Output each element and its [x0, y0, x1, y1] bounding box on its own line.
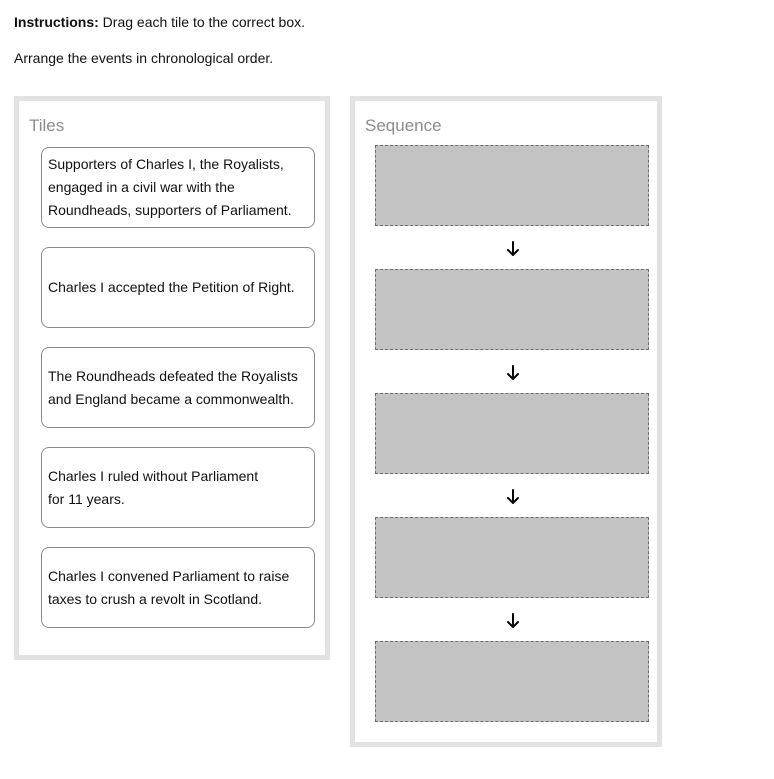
tile-commonwealth[interactable] [41, 347, 315, 428]
tile-label: Charles I convened Parliament to raise taxes to crush a revolt in Scotland. [48, 567, 290, 607]
sequence-slot-3[interactable] [375, 393, 649, 474]
sequence-slot-2[interactable] [375, 269, 649, 350]
instructions [14, 13, 305, 31]
sequence-slot-1[interactable] [375, 145, 649, 226]
instructions-lead: Instructions: [14, 14, 99, 30]
tile-ruled-without-parliament[interactable] [41, 447, 315, 528]
arrow-down-icon [506, 365, 520, 381]
tile-label: Supporters of Charles I, the Royalists, engaged in a civil war with the Roundheads, supporters of Parliament. [48, 156, 292, 218]
sequence-slot-5[interactable] [375, 641, 649, 722]
tile-convened-parliament[interactable] [41, 547, 315, 628]
sequence-panel-title: Sequence [365, 116, 442, 135]
tile-royalists-civil-war[interactable] [41, 147, 315, 228]
sequence-panel [350, 96, 662, 747]
instructions-text: Drag each tile to the correct box. [98, 14, 305, 30]
arrow-down-icon [506, 613, 520, 629]
arrow-down-icon [506, 489, 520, 505]
arrow-down-icon [506, 241, 520, 257]
tile-label: Charles I ruled without Parliament for 11 years. [48, 467, 259, 507]
sequence-slot-4[interactable] [375, 517, 649, 598]
tiles-panel-title: Tiles [29, 116, 65, 135]
task-prompt: Arrange the events in chronological order. [14, 50, 274, 66]
tile-label: Charles I accepted the Petition of Right. [48, 279, 295, 295]
tile-petition-of-right[interactable] [41, 247, 315, 328]
tiles-panel [14, 96, 330, 660]
tile-label: The Roundheads defeated the Royalists and England became a commonwealth. [48, 367, 298, 407]
